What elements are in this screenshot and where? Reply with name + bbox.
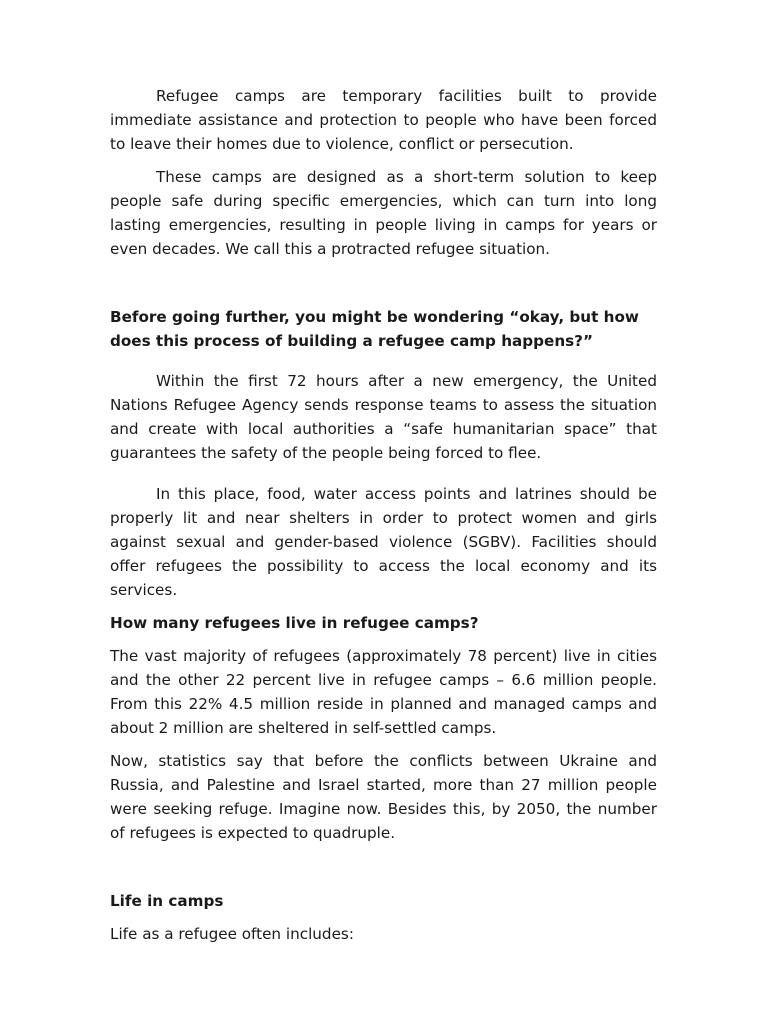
conflicts-paragraph: Now, statistics say that before the conflicts between Ukraine and Russia, and Palestine and Israel started, more than 27 million people were seeking refuge. Imagine now. Besides this, by 2050, the number of refugees is expected to quadruple.	[110, 752, 657, 842]
document-page	[110, 84, 657, 946]
intro-paragraph: Refugee camps are temporary facilities built to provide immediate assistance and protection to people who have been forced to leave their homes due to violence, conflict or persecution.	[110, 87, 657, 153]
statistics-paragraph: The vast majority of refugees (approximately 78 percent) live in cities and the other 22 percent live in refugee camps – 6.6 million people. From this 22% 4.5 million reside in planned and managed camps and about 2 million are sheltered in self-settled camps.	[110, 647, 657, 737]
first-72-hours-paragraph: Within the first 72 hours after a new emergency, the United Nations Refugee Agency sends response teams to assess the situation and create with local authorities a “safe humanitarian space” that guarantees the safety of the people being forced to flee.	[110, 372, 657, 462]
process-heading: Before going further, you might be wondering “okay, but how does this process of building a refugee camp happens?”	[110, 308, 639, 350]
life-intro-paragraph: Life as a refugee often includes:	[110, 925, 354, 943]
life-in-camps-heading: Life in camps	[110, 892, 224, 910]
safety-facilities-paragraph: In this place, food, water access points and latrines should be properly lit and near shelters in order to protect women and girls against sexual and gender-based violence (SGBV). Facilities should offer refugees the possibility to access the local economy and its services.	[110, 485, 657, 599]
short-term-paragraph: These camps are designed as a short-term solution to keep people safe during specific emergencies, which can turn into long lasting emergencies, resulting in people living in camps for years or even decades. We call this a protracted refugee situation.	[110, 168, 657, 258]
how-many-heading: How many refugees live in refugee camps?	[110, 614, 479, 632]
